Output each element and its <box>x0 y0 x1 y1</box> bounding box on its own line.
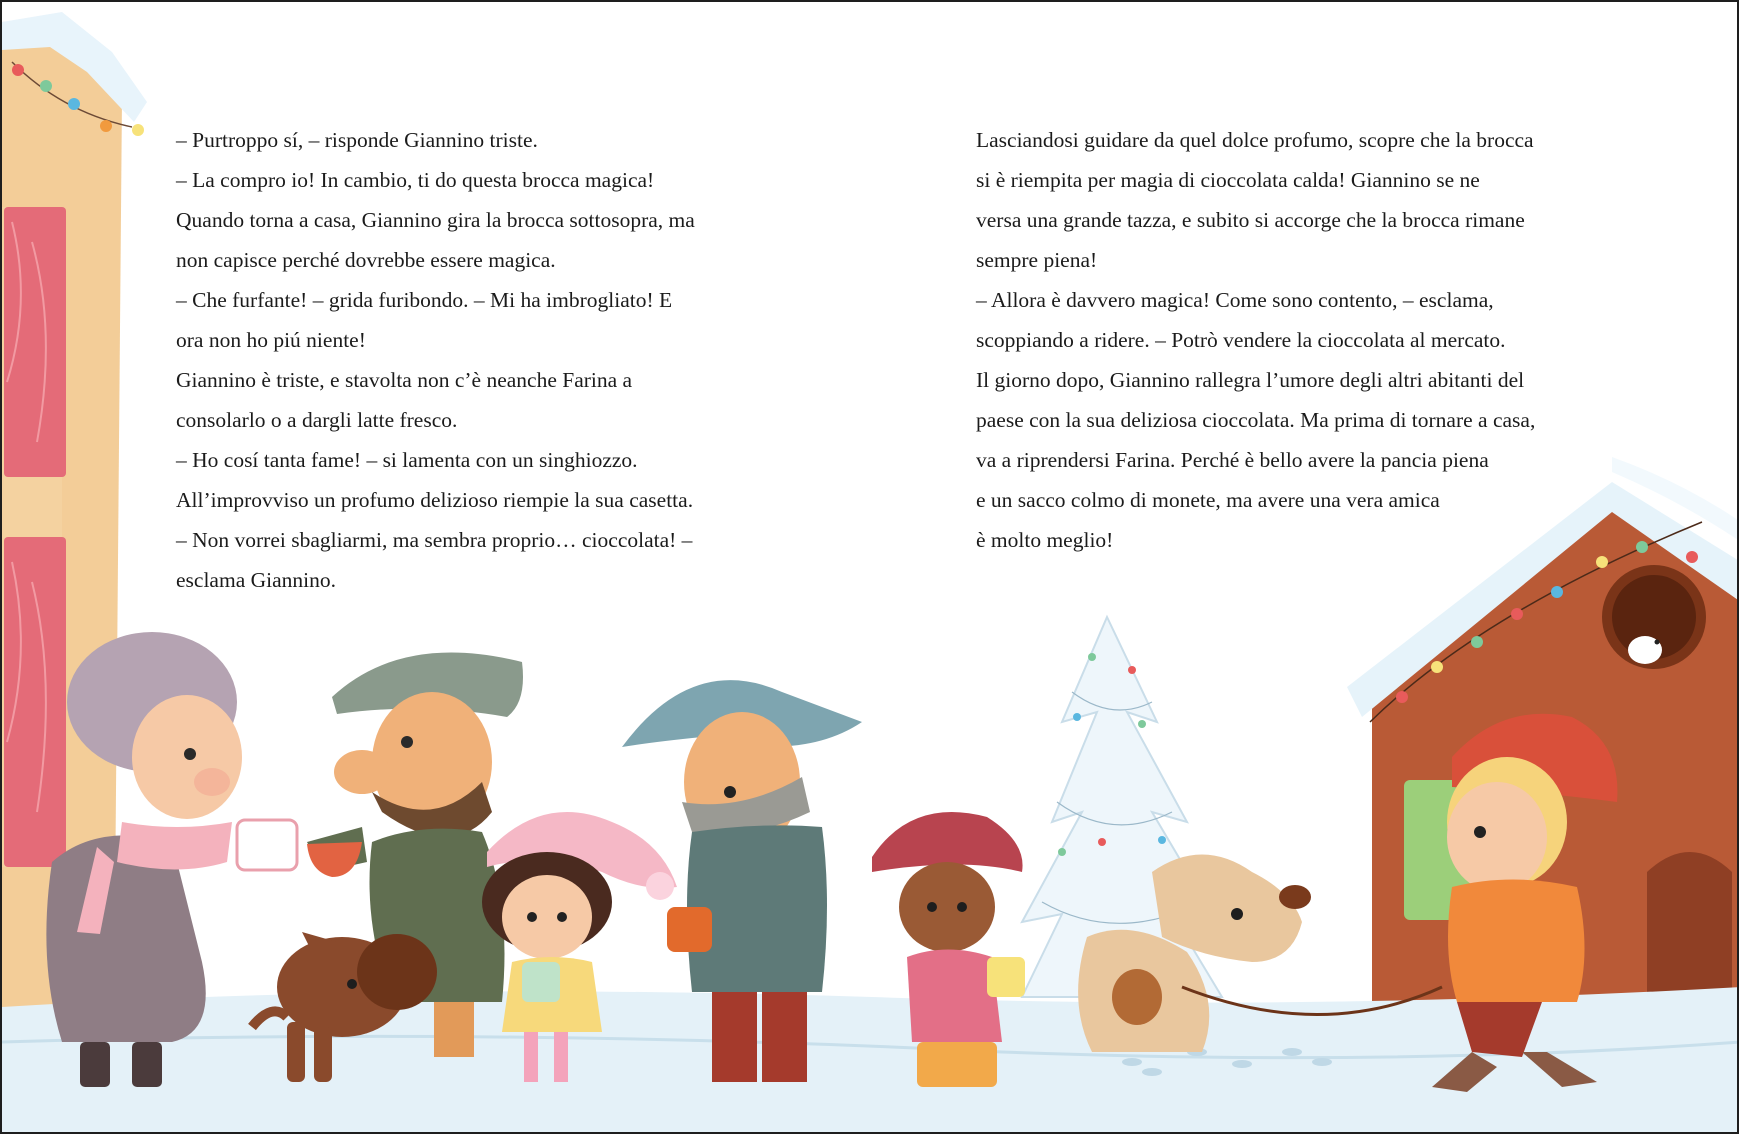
text-line: Giannino è triste, e stavolta non c’è neanche Farina a <box>176 368 633 392</box>
text-line: – Che furfante! – grida furibondo. – Mi ha imbrogliato! E <box>176 288 673 312</box>
text-line: scoppiando a ridere. – Potrò vendere la cioccolata al mercato. <box>976 328 1506 352</box>
text-line: – La compro io! In cambio, ti do questa brocca magica! <box>176 168 655 192</box>
text-line: Il giorno dopo, Giannino rallegra l’umore degli altri abitanti del <box>976 368 1525 392</box>
text-line: consolarlo o a dargli latte fresco. <box>176 408 458 432</box>
left-text-column <box>176 120 695 600</box>
text-line: – Ho cosí tanta fame! – si lamenta con un singhiozzo. <box>176 448 638 472</box>
text-line: e un sacco colmo di monete, ma avere una vera amica <box>976 488 1440 512</box>
right-text-column <box>976 120 1535 560</box>
text-line: – Purtroppo sí, – risponde Giannino triste. <box>176 128 538 152</box>
text-line: esclama Giannino. <box>176 568 337 592</box>
text-line: non capisce perché dovrebbe essere magica. <box>176 248 556 272</box>
text-line: Quando torna a casa, Giannino gira la brocca sottosopra, ma <box>176 208 695 232</box>
text-line: – Non vorrei sbagliarmi, ma sembra proprio… cioccolata! – <box>176 528 693 552</box>
text-line: All’improvviso un profumo delizioso riempie la sua casetta. <box>176 488 694 512</box>
string-light <box>12 64 24 76</box>
text-line: paese con la sua deliziosa cioccolata. Ma prima di tornare a casa, <box>976 408 1536 432</box>
text-line: ora non ho piú niente! <box>176 328 366 352</box>
text-line: è molto meglio! <box>976 528 1114 552</box>
text-line: sempre piena! <box>976 248 1098 272</box>
text-line: si è riempita per magia di cioccolata calda! Giannino se ne <box>976 168 1480 192</box>
text-line: va a riprendersi Farina. Perché è bello avere la pancia piena <box>976 448 1489 472</box>
text-line: Lasciandosi guidare da quel dolce profumo, scopre che la brocca <box>976 128 1534 152</box>
text-line: versa una grande tazza, e subito si accorge che la brocca rimane <box>976 208 1525 232</box>
text-line: – Allora è davvero magica! Come sono contento, – esclama, <box>976 288 1494 312</box>
